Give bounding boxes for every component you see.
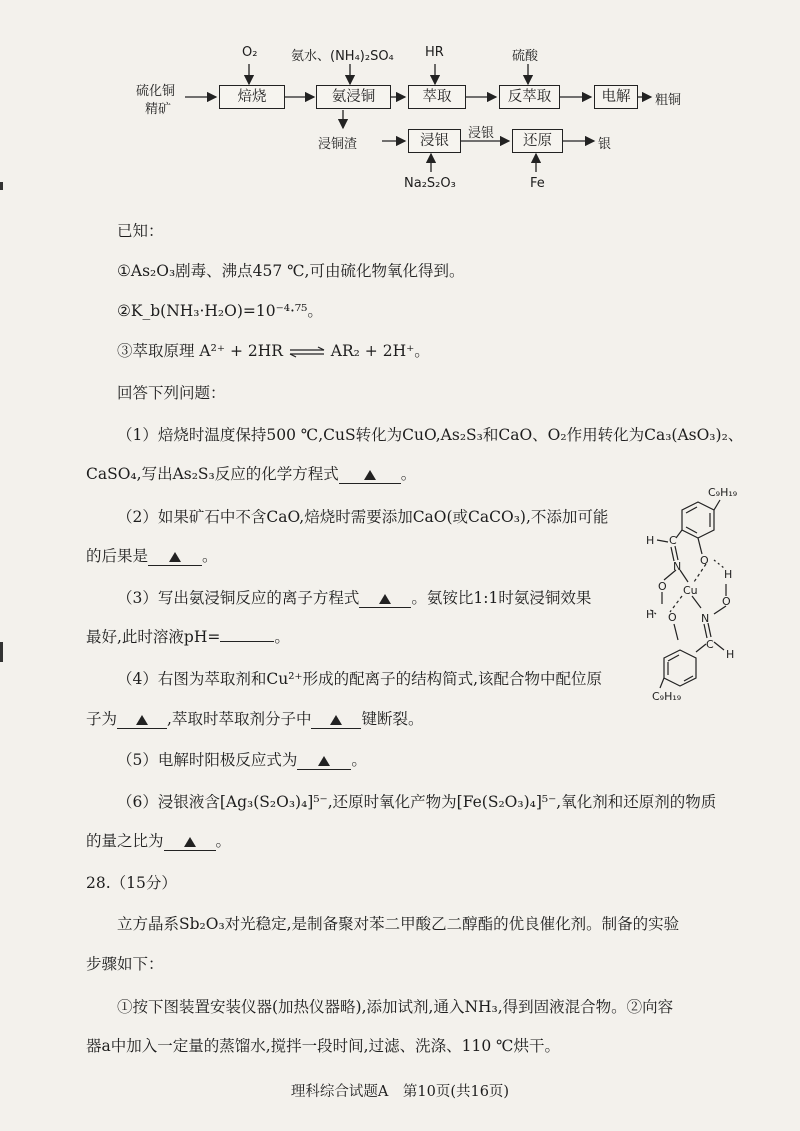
answer-blank-q4-atom[interactable]	[117, 712, 167, 729]
answer-blank-q1[interactable]	[339, 467, 401, 484]
q1-text: CaSO₄,写出As₂S₃反应的化学方程式	[86, 465, 339, 483]
product-residue: 浸铜渣	[318, 137, 358, 152]
q3-text-3: 最好,此时溶液pH=	[86, 628, 221, 646]
reagent-thiosulfate: Na₂S₂O₃	[404, 176, 456, 191]
q1-end: 。	[400, 465, 417, 483]
bottom-benzene-ring	[664, 650, 696, 686]
product-ag-leachate: 浸银	[468, 126, 495, 141]
label-c9h19-top: C₉H₁₉	[708, 486, 738, 499]
box-electrolysis: 电解	[594, 85, 638, 109]
label-o-lower-left: O	[668, 611, 677, 624]
instruction: 回答下列问题：	[117, 384, 226, 402]
q4-text-3: 键断裂。	[361, 710, 424, 728]
feed-label-2: 精矿	[145, 102, 172, 117]
q5-text: （5）电解时阳极反应式为	[117, 751, 298, 769]
q2-end: 。	[202, 547, 218, 565]
box-roast: 焙烧	[219, 85, 285, 109]
label-c-right: C	[706, 638, 714, 651]
answer-blank-q5[interactable]	[297, 753, 351, 770]
label-h-right: H	[726, 648, 735, 661]
page-footer: 理科综合试题A 第10页(共16页)	[290, 1084, 510, 1100]
answer-blank-q4-bond[interactable]	[311, 712, 361, 729]
q5-end: 。	[351, 751, 367, 769]
q4-text-2: ,萃取时萃取剂分子中	[167, 710, 312, 728]
product-silver: 银	[598, 137, 612, 152]
label-h-oh-left: H	[646, 608, 655, 621]
label-o-upper-left: O	[658, 580, 667, 593]
triangle-icon	[318, 756, 330, 766]
triangle-icon	[184, 837, 196, 847]
reagent-hr: HR	[425, 45, 444, 60]
equilibrium-arrow-icon	[288, 346, 326, 358]
triangle-icon	[379, 594, 391, 604]
q6-line-1: （6）浸银液含[Ag₃(S₂O₃)₄]⁵⁻,还原时氧化产物为[Fe(S₂O₃)₄]⁵⁻,氧化剂和还原剂的物质	[117, 793, 717, 811]
q3-text-2: 。氨铵比1:1时氨浸铜效果	[411, 589, 592, 607]
triangle-icon	[330, 715, 342, 725]
box-silver-leach: 浸银	[408, 129, 461, 153]
label-n-bottom: N	[701, 612, 710, 625]
known-heading: 已知：	[117, 222, 164, 240]
q4-line-1: （4）右图为萃取剂和Cu²⁺形成的配离子的结构简式,该配合物中配位原	[117, 670, 603, 688]
margin-mark	[0, 642, 3, 662]
q3-end: 。	[274, 628, 290, 646]
label-h-left: H	[646, 534, 655, 547]
q28-steps-1: ①按下图装置安装仪器(加热仪器略),添加试剂,通入NH₃,得到固液混合物。②向容	[117, 998, 674, 1016]
q2-line-2	[86, 546, 218, 566]
label-cu: Cu	[683, 584, 698, 597]
label-n-top: N	[673, 560, 682, 573]
box-back-extraction: 反萃取	[499, 85, 560, 109]
q4-line-2	[86, 709, 423, 729]
box-ammonia-leach: 氨浸铜	[316, 85, 391, 109]
q6-text: 的量之比为	[86, 832, 164, 850]
label-c9h19-bottom: C₉H₁₉	[652, 690, 682, 703]
feed-label-1: 硫化铜	[136, 84, 176, 99]
known-item-3-right: AR₂ + 2H⁺。	[330, 342, 430, 360]
q28-intro-1: 立方晶系Sb₂O₃对光稳定,是制备聚对苯二甲酸乙二醇酯的优良催化剂。制备的实验	[117, 915, 680, 933]
known-item-2: ②K_b(NH₃·H₂O)=10⁻⁴·⁷⁵。	[117, 302, 323, 320]
triangle-icon	[364, 470, 376, 480]
q6-end: 。	[215, 832, 232, 850]
q6-line-2	[86, 831, 231, 851]
label-h-oh-right: H	[724, 568, 733, 581]
answer-blank-q3-equation[interactable]	[359, 591, 411, 608]
answer-blank-q6[interactable]	[164, 834, 216, 851]
reagent-o2: O₂	[242, 45, 258, 60]
q5-line	[117, 750, 367, 770]
top-benzene-ring	[682, 502, 714, 538]
q2-text: 的后果是	[86, 547, 149, 565]
triangle-icon	[169, 552, 181, 562]
answer-blank-q2[interactable]	[148, 549, 202, 566]
product-crude-copper: 粗铜	[655, 93, 682, 108]
known-item-3-left: ③萃取原理 A²⁺ + 2HR	[117, 342, 283, 360]
q1-line-2	[86, 464, 416, 484]
q28-steps-2: 器a中加入一定量的蒸馏水,搅拌一段时间,过滤、洗涤、110 ℃烘干。	[86, 1037, 560, 1055]
q28-intro-2: 步骤如下：	[86, 955, 164, 973]
reagent-ammonia: 氨水、(NH₄)₂SO₄	[291, 49, 394, 64]
reagent-sulfuric-acid: 硫酸	[512, 49, 539, 64]
q3-line-1	[117, 588, 591, 608]
q4-text-1: 子为	[86, 710, 118, 728]
known-item-1: ①As₂O₃剧毒、沸点457 ℃,可由硫化物氧化得到。	[117, 262, 465, 280]
q1-line-1: （1）焙烧时温度保持500 ℃,CuS转化为CuO,As₂S₃和CaO、O₂作用转化为Ca₃(AsO₃)₂、	[117, 426, 744, 444]
q28-title: 28.（15分）	[86, 874, 177, 892]
reagent-iron: Fe	[530, 176, 545, 191]
q3-text: （3）写出氨浸铜反应的离子方程式	[117, 589, 360, 607]
box-reduction: 还原	[512, 129, 563, 153]
label-o-upper-right: O	[700, 554, 709, 567]
copper-complex-structure	[630, 482, 750, 707]
q3-line-2	[86, 627, 290, 647]
label-o-lower-right: O	[722, 595, 731, 608]
box-extraction: 萃取	[408, 85, 466, 109]
q2-line-1: （2）如果矿石中不含CaO,焙烧时需要添加CaO(或CaCO₃),不添加可能	[117, 508, 609, 526]
triangle-icon	[136, 715, 148, 725]
answer-blank-q3-ph[interactable]	[220, 641, 274, 642]
known-item-3	[117, 341, 430, 361]
label-c-left: C	[669, 534, 677, 547]
